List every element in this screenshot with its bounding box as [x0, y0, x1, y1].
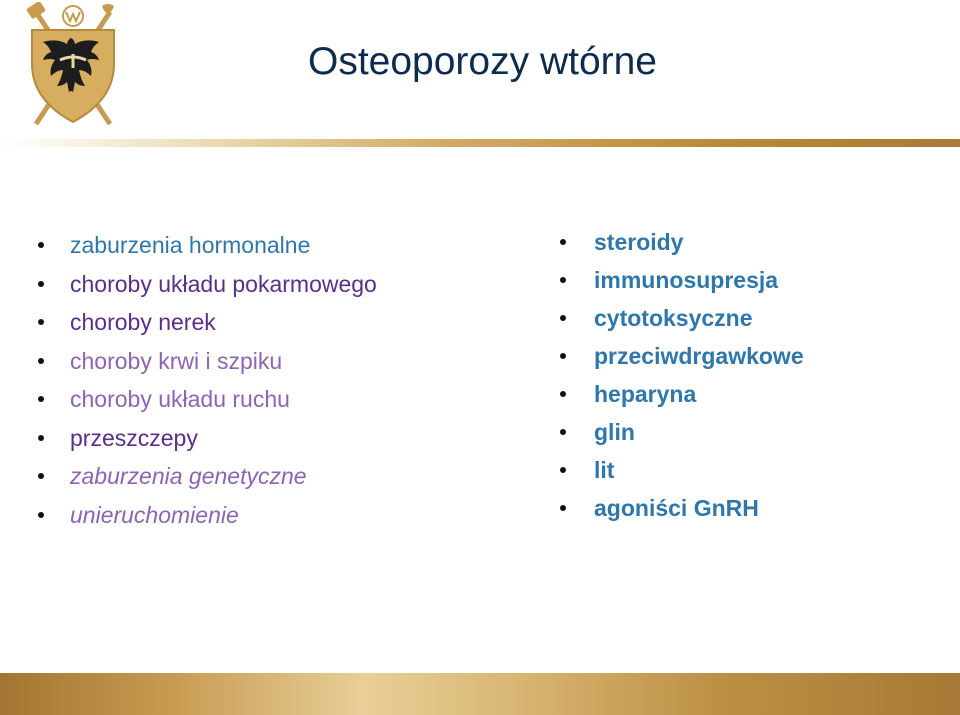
list-item-text: choroby krwi i szpiku	[70, 347, 283, 374]
bullet-icon	[560, 467, 566, 473]
bullet-icon	[560, 505, 566, 511]
bullet-icon	[38, 473, 44, 479]
list-item	[38, 419, 377, 458]
bullet-icon	[560, 239, 566, 245]
list-item-text: unieruchomienie	[70, 501, 239, 528]
list-item	[560, 261, 804, 299]
bullet-icon	[560, 391, 566, 397]
list-item	[560, 489, 804, 527]
left-bullet-list	[38, 226, 377, 534]
list-item-text: przeciwdrgawkowe	[594, 343, 804, 369]
slide-title: Osteoporozy wtórne	[308, 40, 658, 83]
list-item	[560, 299, 804, 337]
right-bullet-list	[560, 223, 804, 527]
list-item	[38, 496, 377, 535]
list-item	[560, 451, 804, 489]
list-item	[560, 223, 804, 261]
list-item	[38, 226, 377, 265]
list-item-text: cytotoksyczne	[594, 305, 753, 331]
list-item	[38, 303, 377, 342]
list-item-text: przeszczepy	[70, 424, 198, 451]
list-item	[38, 342, 377, 381]
list-item-text: choroby układu ruchu	[70, 386, 290, 412]
bullet-icon	[38, 281, 44, 287]
list-item-text: choroby układu pokarmowego	[70, 270, 377, 297]
list-item-text: agoniści GnRH	[594, 495, 759, 521]
list-item-text: heparyna	[594, 381, 697, 407]
list-item	[38, 380, 377, 419]
list-item	[38, 457, 377, 496]
bullet-icon	[38, 435, 44, 441]
bullet-icon	[38, 242, 44, 248]
bullet-icon	[38, 358, 44, 364]
list-item-text: zaburzenia genetyczne	[70, 463, 307, 489]
list-item-text: choroby nerek	[70, 309, 216, 335]
top-gold-divider	[0, 139, 960, 147]
bullet-icon	[560, 277, 566, 283]
bullet-icon	[560, 353, 566, 359]
list-item-text: glin	[594, 419, 635, 445]
list-item	[38, 265, 377, 304]
list-item-text: immunosupresja	[594, 267, 779, 293]
bullet-icon	[560, 429, 566, 435]
eagle-shield-icon	[22, 2, 124, 130]
bullet-icon	[560, 315, 566, 321]
bottom-gold-band	[0, 673, 960, 715]
list-item-text: steroidy	[594, 229, 684, 255]
bullet-icon	[38, 396, 44, 402]
list-item-text: lit	[594, 457, 615, 483]
list-item	[560, 375, 804, 413]
list-item-text: zaburzenia hormonalne	[70, 232, 311, 258]
list-item	[560, 337, 804, 375]
list-item	[560, 413, 804, 451]
bullet-icon	[38, 512, 44, 518]
university-crest-logo	[22, 2, 124, 130]
bullet-icon	[38, 319, 44, 325]
